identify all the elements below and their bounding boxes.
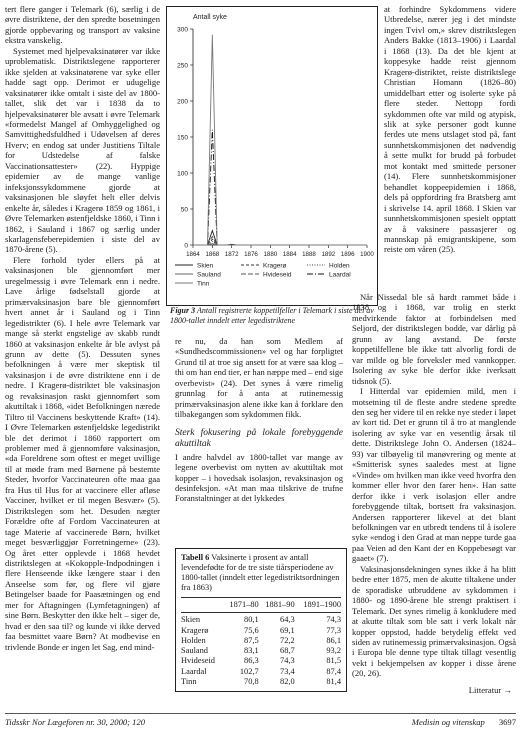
table-cell: 74,3 bbox=[326, 615, 341, 625]
table-cell: 68,7 bbox=[280, 646, 295, 656]
table-cell: 81,4 bbox=[326, 677, 341, 687]
table-cell: 80,1 bbox=[244, 615, 259, 625]
figure-3 bbox=[166, 6, 378, 306]
table-title bbox=[181, 553, 341, 593]
chart-frame bbox=[166, 6, 378, 306]
series-line-kragerø bbox=[193, 239, 367, 245]
paragraph: Vaksinasjonsdekningen synes ikke å ha blitt bedre etter 1875, men de akutte tiltakene under de sporadiske utbruddene av sykdommen i 1880- og 1890-årene ble strengt praktisert i Telemark. Det synes rimelig å konkludere med at akutte tiltak som ble satt i verk lokalt når kopper oppstod, hadde betydelig effekt ved siden av rutinemessig primærvaksinasjon. Også i Europa ble denne type tiltak tillagt vesentlig vekt i bekjempelsen av kopper i disse årene (20, 26). bbox=[352, 563, 516, 679]
table-cell: Kragerø bbox=[181, 625, 209, 635]
table-cell: Skien bbox=[181, 615, 201, 625]
y-tick-label: 150 bbox=[177, 134, 188, 142]
paragraph: re nu, da han som Medlem af «Sundhedscommissionen» vel og har forpligtet Grund til at troe sig ansett for at være saa klog – thi om han end tier, er han næppe med – end sige overbevist» (24). Det synes å være rimelig grunnlag for å anta at rutinemessig primærvaksinasjon alene ikke kan å forklare den tilbakegangen som sykdommen fikk. bbox=[175, 336, 343, 420]
x-tick-label: 1888 bbox=[302, 251, 316, 258]
y-tick-label: 250 bbox=[177, 62, 188, 70]
legend-label: Laardal bbox=[329, 271, 351, 279]
paragraph: I andre halvdel av 1800-tallet var mange av legene overbevist om nytten av akuttiltak mot kopper – i hovedsak isolasjon, revaksinasjon og desinfeksjon. «At man maa tilskrive de trufne Foranstaltninger at det lykkedes bbox=[175, 451, 343, 504]
table-label: Tabell 6 bbox=[181, 553, 210, 562]
y-tick-label: 200 bbox=[177, 98, 188, 106]
legend-label: Hvideseid bbox=[263, 271, 292, 279]
series-line-holden bbox=[193, 241, 367, 245]
y-axis-label: Antall syke bbox=[193, 14, 227, 21]
middle-text-column bbox=[175, 336, 343, 504]
table-row bbox=[181, 656, 341, 666]
table-cell: Laardal bbox=[181, 666, 207, 676]
line-chart bbox=[167, 7, 379, 307]
right-text-column-lower bbox=[352, 292, 516, 679]
series-line-tinn bbox=[193, 35, 367, 245]
page-footer bbox=[5, 713, 516, 727]
caption-label: Figur 3 bbox=[170, 306, 196, 315]
caption-text: Antall registrerte koppetilfeller i Telemark i siste del av 1800-tallet inndelt etter legedistriktene bbox=[170, 306, 374, 325]
table-cell: 93,2 bbox=[326, 646, 341, 656]
table-cell: 102,7 bbox=[239, 666, 259, 676]
paragraph: Flere forhold tyder ellers på at vaksinasjonen ble gjennomført mer uregelmessig i øvre Telemark enn i nedre. Lave årlige fødselstall gjorde at primærvaksinasjon bare ble gjennomført hvert annet år i Sauland og i Tinn legedistrikter (6). I hele øvre Telemark var mange så sterkt engstelige av skabb rundt 1860 at vaksinasjon enkelte år ble avlyst på grunn av dette (5). Dessuten synes befolkningen å være mer skeptisk til vaksinasjon i de øvre distriktene enn i de nedre. I Kragerø-distriktet ble vaksinasjon og revaksinasjon raskt gjennomført som akuttiltak i 1868, «idet Befolkningen nærede Tiltro til Vaccinens beskyttende Kraft» (14). I Øvre Telemarken østenfjeldske legedistrikt ble det derimot i 1860 rapportert om problemer med å gjennomføre vaksinasjon, «da Foreldrene som oftest er meget uvillige til at møde fram med Børnene på bestemte Steder, hvorfor Vaccinateuren ofte maa gaa fra Hus til Hus for at vaccinere eller afløse Vacciner, hvilket er til megen Besvær» (5). Distriktslegen som het. Desuden nægter Forældre ofte af Fordom Vaccinateuren at tage Materie af vaccinerede Børn, hvilket meget besværliggjør Forretningerne» (23). Og året etter opplevde i 1868 hevdet distriktslegen at «Kokopple-Indpodningen i flere Henseende ikke længere staar i den Anseelse som før, og flere vil gjøre Betingelser baade for Paasætningen og end mer for Aftagningen (Lymfetagningen) af sine Børn. Beskytter den ikke helt – siger de, hvad er den saa til? og kunde vi ikke derved faa besmittet vaare Børn? At modbevise en trivlende Bonde er ingen let Sag, end mind- bbox=[5, 254, 160, 652]
table-cell: Sauland bbox=[181, 646, 208, 656]
table-cell: 83,1 bbox=[244, 646, 259, 656]
journal-citation: Tidsskr Nor Lægeforen nr. 30, 2000; 120 bbox=[5, 717, 146, 727]
x-tick-label: 1868 bbox=[205, 251, 220, 258]
table-row bbox=[181, 646, 341, 656]
legend-label: Sauland bbox=[197, 271, 221, 279]
legend-label: Holden bbox=[329, 262, 350, 270]
y-tick-label: 0 bbox=[184, 242, 188, 250]
table-cell: 70,8 bbox=[244, 677, 259, 687]
table-cell: 81,5 bbox=[326, 656, 341, 666]
table-cell: 86,3 bbox=[244, 656, 259, 666]
x-tick-label: 1896 bbox=[340, 251, 355, 258]
x-tick-label: 1872 bbox=[224, 251, 239, 258]
series-line-skien bbox=[193, 231, 367, 245]
table-cell: 69,1 bbox=[280, 625, 295, 635]
x-tick-label: 1876 bbox=[244, 251, 258, 258]
paragraph: I Hitterdal var epidemien mild, men i motsetning til de fleste andre stedene spredte den seg her videre til en rekke nye steder i løpet av kort tid. Det er grunn til å tro at manglende isolering av syke var en vesentlig årsak til dette. Distriktslege John O. Andersen (1824–93) var tilbøyelig til manøvrering og mente at «Smitterisk synes saaledes mest at ligne «Vinde» om hvilken man ikke veed hvorfra den kommer eller hvor den farer hen». Han satte derfor ikke i verk isolasjon eller andre forebyggende tiltak, bortsett fra vaksinasjon. Andersen rapporterer likevel at det blant befolkningen var en utbredt tendens til å isolere syke «endog i den Grad at man neppe turde gaa paa Veien ad den Kant der en Koppebesøgt var gaaet» (7). bbox=[352, 386, 516, 564]
figure-caption bbox=[170, 306, 376, 325]
table-cell: 87,5 bbox=[244, 635, 259, 645]
table-cell: 75,6 bbox=[244, 625, 259, 635]
table-header bbox=[181, 598, 223, 613]
paragraph: at forhindre Sykdommens videre Utbredelse, nærer jeg i det mindste ingen Tvivl om,» skrev distriktslegen Anders Bakke (1813–1906) i Laardal i 1868 (13). Da det ble kjent at koppesyke hadde reist gjennom Kragerø-distriktet, reiste distriktslege Christian Homann (1826–80) umiddelbart etter og isolerte syke på flere steder. Nettopp fordi sykdommen ofte var mild og atypisk, slik at syke personer godt kunne ferdes ute mens utslaget stod på, fant sunnhetskommisjonen det nødvendig å sette mulkt for brudd på forbudet mot kontakt med smittede personer (14). Flere sunnhetskommisjoner behandlet koppeepidemien i 1868, dels på oppfordring fra Bratsberg amt i skrivelse 14. april 1868. I Skien var sunnhetskommisjonen spesielt opptatt av å vaksinere passasjerer og mannskap på emigrantskipene, som reiste om våren (25). bbox=[384, 4, 516, 255]
table-header-row bbox=[181, 598, 341, 613]
table-row bbox=[181, 613, 341, 626]
table-cell: 64,3 bbox=[280, 615, 295, 625]
page-number: 3697 bbox=[498, 717, 516, 727]
section-subheading: Sterk fokusering på lokale forebyggende akuttiltak bbox=[175, 427, 343, 449]
series-line-hvideseid bbox=[193, 236, 367, 245]
table-cell: 73,4 bbox=[280, 666, 295, 676]
references-link[interactable]: Litteratur → bbox=[468, 685, 512, 695]
vaccination-table bbox=[181, 597, 341, 687]
table-cell: Hvideseid bbox=[181, 656, 215, 666]
table-cell: 74,3 bbox=[280, 656, 295, 666]
x-tick-label: 1880 bbox=[263, 251, 278, 258]
table-6 bbox=[175, 548, 347, 692]
x-tick-label: 1892 bbox=[321, 251, 336, 258]
table-cell: 86,1 bbox=[326, 635, 341, 645]
table-header: 1881–90 bbox=[259, 598, 295, 613]
paragraph: Når Nissedal ble så hardt rammet både i 1838 og i 1868, var trolig en sterkt medvirkende faktor at forbindelsen med Seljord, der distriktslegen bodde, var dårlig på grunn av lang avstand. De første koppetilfellene ble ikke tatt alvorlig fordi de var milde og ble forveksler med vannkopper. Isolering av syke ble derfor ikke iverksatt tidsnok (5). bbox=[352, 292, 516, 386]
table-cell: 72,2 bbox=[280, 635, 295, 645]
table-header: 1871–80 bbox=[223, 598, 259, 613]
right-text-column bbox=[384, 4, 516, 255]
section-name: Medisin og vitenskap bbox=[411, 717, 485, 727]
y-tick-label: 50 bbox=[180, 206, 188, 214]
legend-label: Skien bbox=[197, 262, 214, 270]
paragraph: tert flere ganger i Telemark (6), særlig i de øvre distriktene, der den spredte bosetningen gjorde oppbevaring og transport av vaksine ekstra vanskelig. bbox=[5, 4, 160, 46]
table-row bbox=[181, 626, 341, 636]
series-line-laardal bbox=[193, 130, 367, 245]
footer-right bbox=[412, 717, 516, 727]
x-tick-label: 1884 bbox=[282, 251, 297, 258]
table-header: 1891–1900 bbox=[295, 598, 341, 613]
paragraph: Systemet med hjelpevaksinatører var ikke uproblematisk. Distriktslegene rapporterer ikke sjelden at vaksinatørene var syke eller hadde sagt opp. Derimot er udugelige vaksinatører ikke omtalt i siste del av 1800-tallet, slik det var i 1838 da to hjelpevaksinatører ble avsatt i øvre Telemark «formedelst Mangel af Omhyggelighed og Samvittighedsfuldhed i Udøvelsen af deres Hverv; en endog sat under Justitiens Tiltale for Udstedelse af falske Vaccinationsattester» (22). Hyppige epidemier av de mange vanlige infeksjonssykdommene gjorde at vaksinasjonen ble sløyfet helt eller delvis enkelte år, således i Kragerø 1859 og 1861, i Øvre Telemarken østenfjeldske 1860, i Tinn i 1862, i Sauland i 1867 og særlig under skarlagensfeberepidemien i siste del av 1870-årene (5). bbox=[5, 45, 160, 255]
y-tick-label: 300 bbox=[177, 26, 188, 34]
table-cell: Tinn bbox=[181, 677, 197, 687]
left-text-column bbox=[5, 4, 160, 652]
x-tick-label: 1864 bbox=[186, 251, 200, 258]
table-row bbox=[181, 677, 341, 687]
table-cell: 82,0 bbox=[280, 677, 295, 687]
table-cell: Holden bbox=[181, 635, 206, 645]
table-cell: 77,3 bbox=[326, 625, 341, 635]
table-caption: Vaksinerte i prosent av antall levendefødte for de tre siste tiårsperiodene av 1800-tallet (inndelt etter legedistriktsordningen fra 1863) bbox=[181, 553, 340, 592]
legend-label: Tinn bbox=[197, 280, 210, 288]
y-tick-label: 100 bbox=[177, 170, 188, 178]
table-cell: 87,4 bbox=[326, 666, 341, 676]
x-tick-label: 1900 bbox=[360, 251, 374, 258]
table-row bbox=[181, 667, 341, 677]
table-row bbox=[181, 636, 341, 646]
legend-label: Kragerø bbox=[263, 262, 287, 270]
